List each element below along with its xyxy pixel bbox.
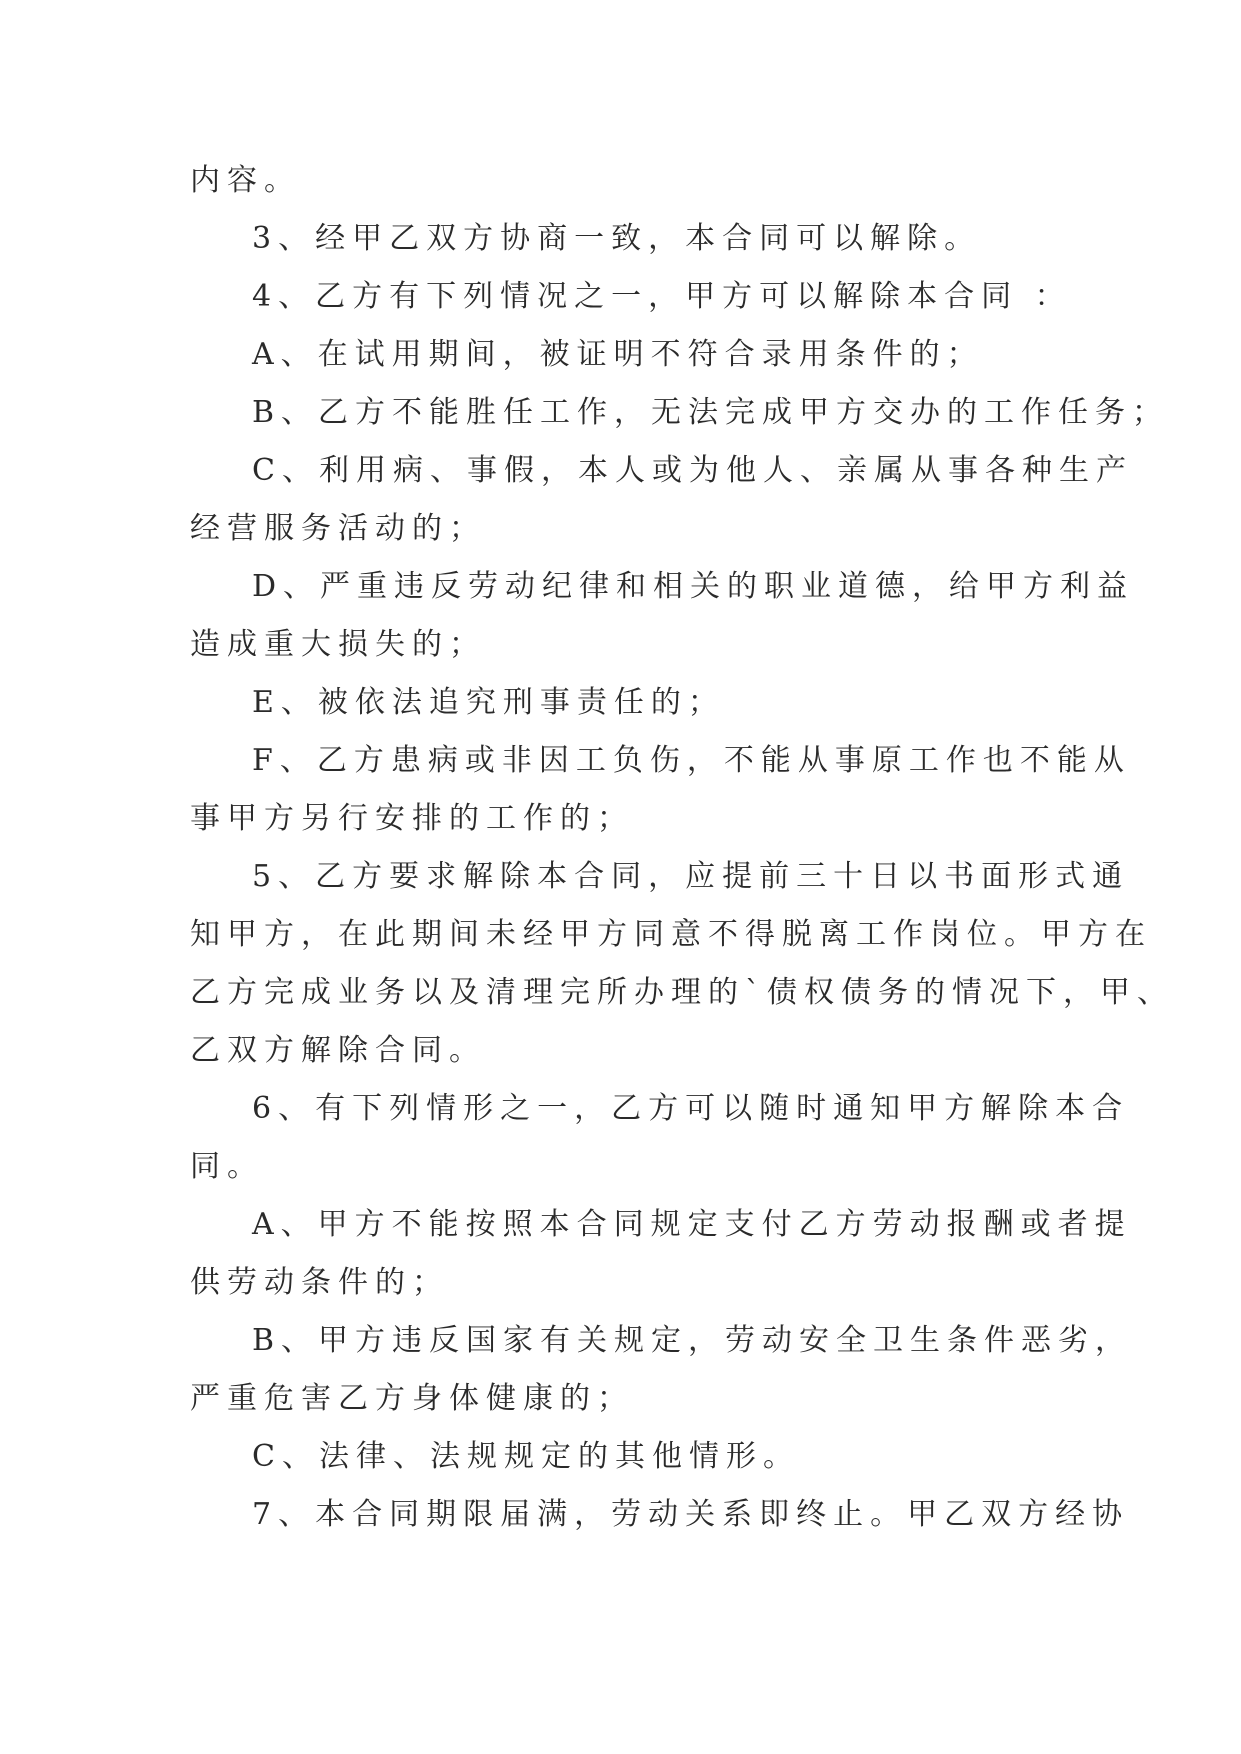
text-line: D、严重违反劳动纪律和相关的职业道德，给甲方利益	[252, 569, 1135, 604]
text-line: 4、乙方有下列情况之一，甲方可以解除本合同 ：	[252, 279, 1072, 314]
text-line: F、乙方患病或非因工负伤，不能从事原工作也不能从	[252, 743, 1131, 778]
text-line: 严重危害乙方身体健康的；	[190, 1381, 634, 1416]
text-line: 7、本合同期限届满，劳动关系即终止。甲乙双方经协	[252, 1497, 1130, 1532]
text-line: 事甲方另行安排的工作的；	[190, 801, 634, 836]
text-line: 乙双方解除合同。	[190, 1033, 486, 1068]
text-line: 供劳动条件的；	[190, 1265, 449, 1300]
contract-text	[190, 152, 1174, 1544]
text-line: B、乙方不能胜任工作，无法完成甲方交办的工作任务；	[252, 395, 1170, 430]
text-line: 造成重大损失的；	[190, 627, 486, 662]
text-line: A、在试用期间，被证明不符合录用条件的；	[252, 337, 984, 372]
text-line: 内容。	[190, 163, 301, 198]
text-line: C、法律、法规规定的其他情形。	[252, 1439, 800, 1474]
text-line: B、甲方违反国家有关规定，劳动安全卫生条件恶劣，	[252, 1323, 1133, 1358]
text-line: 6、有下列情形之一，乙方可以随时通知甲方解除本合	[252, 1091, 1130, 1126]
text-line: E、被依法追究刑事责任的；	[252, 685, 725, 720]
text-line: 经营服务活动的；	[190, 511, 486, 546]
text-line: 乙方完成业务以及清理完所办理的`债权债务的情况下，甲、	[190, 975, 1174, 1010]
text-line: 同。	[190, 1149, 264, 1184]
text-line: C、利用病、事假，本人或为他人、亲属从事各种生产	[252, 453, 1133, 488]
text-line: 知甲方，在此期间未经甲方同意不得脱离工作岗位。甲方在	[190, 917, 1152, 952]
text-line: A、甲方不能按照本合同规定支付乙方劳动报酬或者提	[252, 1207, 1132, 1242]
text-line: 3、经甲乙双方协商一致，本合同可以解除。	[252, 221, 982, 256]
text-line: 5、乙方要求解除本合同，应提前三十日以书面形式通	[252, 859, 1130, 894]
